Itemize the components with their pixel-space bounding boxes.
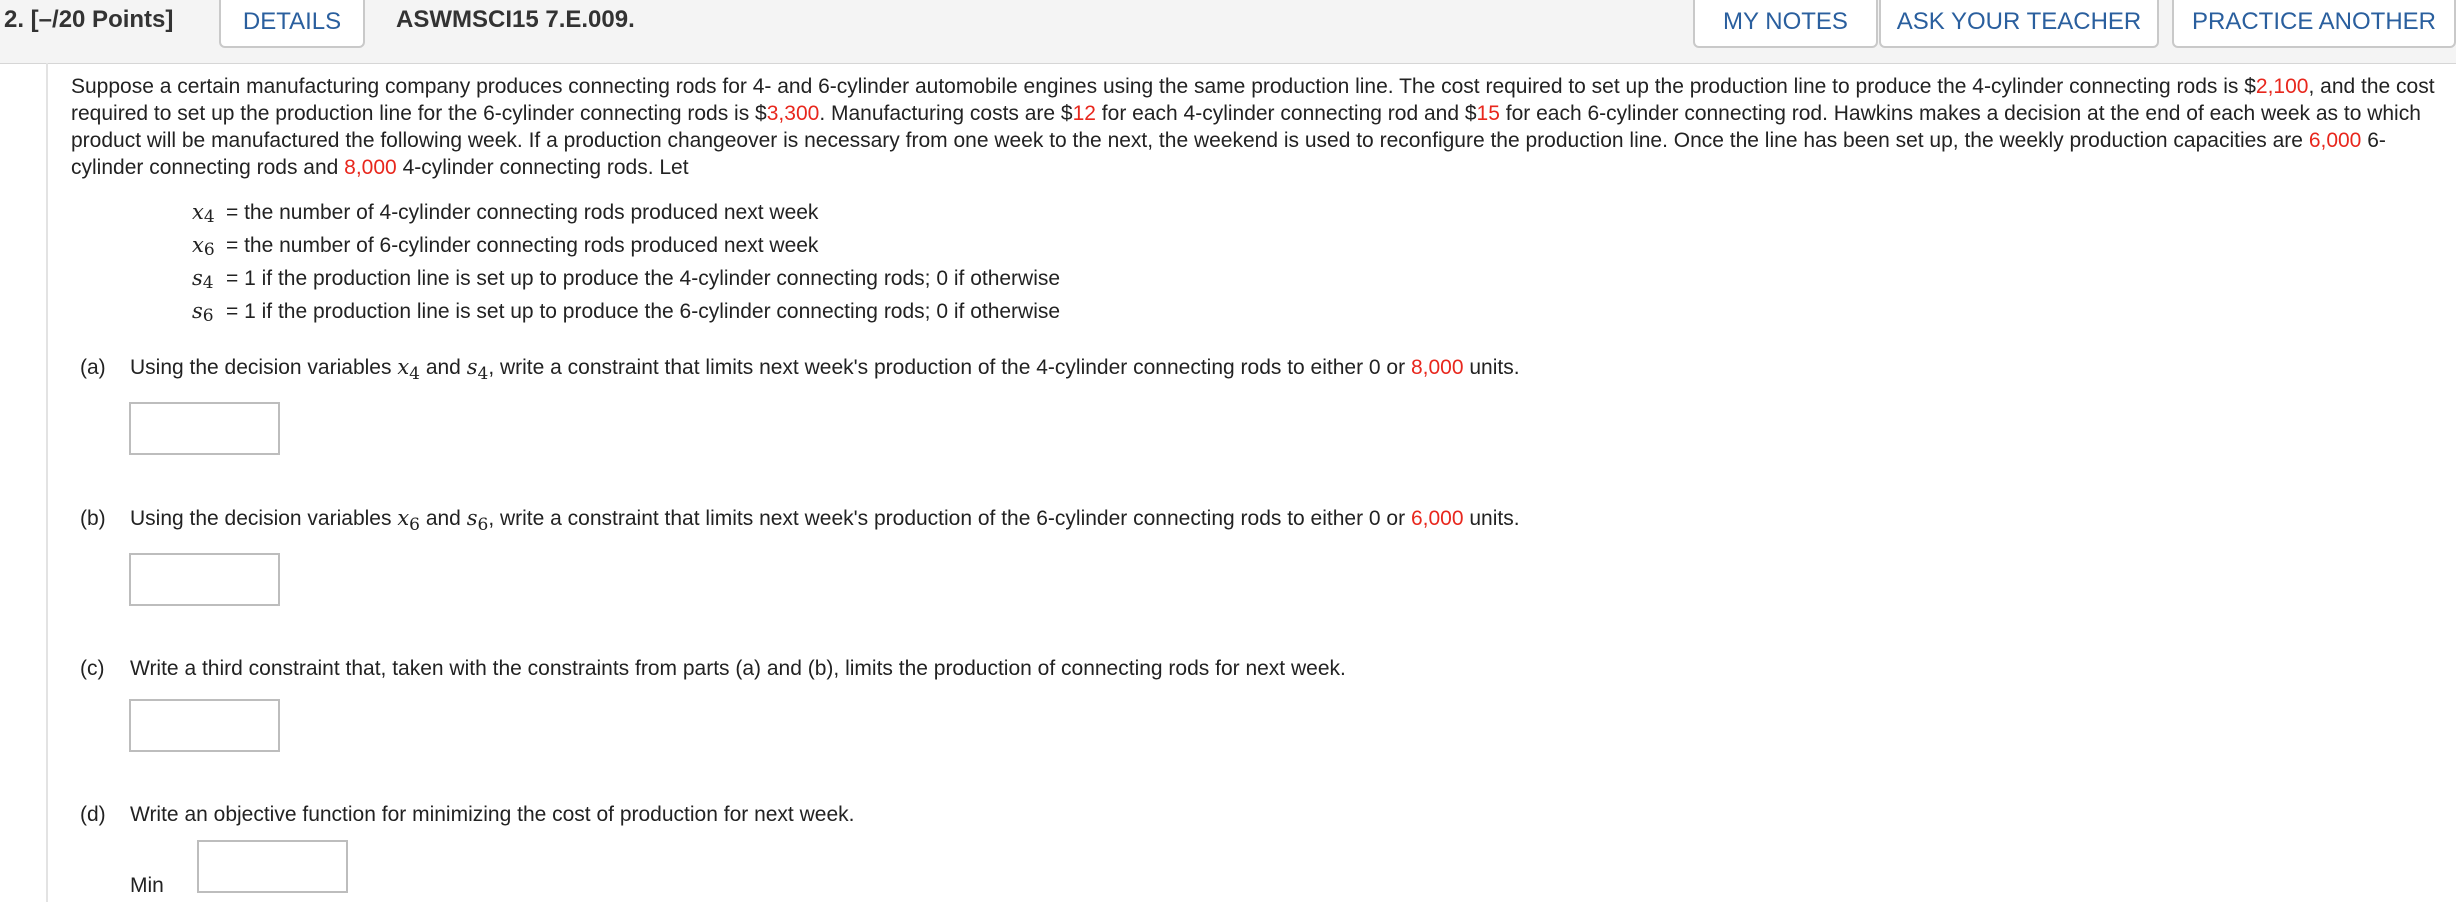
definition-variable: $s_4$: [192, 266, 214, 293]
definition-variable: $x_6$: [192, 233, 215, 260]
capacity-6: 6,000: [2308, 129, 2362, 152]
left-margin-rule: [46, 63, 48, 902]
part-d-prompt: (d) Write an objective function for minimizing the cost of production for next week.: [80, 803, 855, 826]
variable-s4: $s_4$: [466, 355, 489, 385]
capacity-4: 8,000: [344, 156, 397, 179]
ask-your-teacher-button[interactable]: ASK YOUR TEACHER: [1879, 0, 2159, 48]
question-number: 2. [–/20 Points]: [4, 6, 174, 33]
part-c-letter: (c): [80, 657, 105, 680]
part-d-letter: (d): [80, 803, 106, 826]
part-a-letter: (a): [80, 356, 106, 379]
definition-text: = the number of 4-cylinder connecting rods produced next week: [226, 201, 819, 224]
my-notes-button[interactable]: MY NOTES: [1693, 0, 1878, 48]
definition-variable: $x_4$: [192, 200, 215, 227]
part-c-answer-input[interactable]: [129, 699, 280, 752]
definition-text: = 1 if the production line is set up to produce the 6-cylinder connecting rods; 0 if otherwise: [226, 300, 1061, 323]
part-b-letter: (b): [80, 507, 106, 530]
variable-x4: $x_4$: [397, 355, 420, 385]
unit-cost-6: 15: [1476, 102, 1500, 125]
setup-cost-6: 3,300: [766, 102, 820, 125]
definition-text: = the number of 6-cylinder connecting rods produced next week: [226, 234, 819, 257]
details-button[interactable]: DETAILS: [219, 0, 365, 48]
part-d-objective-input[interactable]: [197, 840, 348, 893]
setup-cost-4: 2,100: [2255, 75, 2309, 98]
part-a-capacity: 8,000: [1410, 356, 1464, 379]
part-a-prompt: (a) Using the decision variables $x_4$ and $s_4$, write a constraint that limits next week's production of the 4-cylinder connecting rods to either 0 or 8,000 units.: [80, 355, 1520, 385]
unit-cost-4: 12: [1072, 102, 1096, 125]
practice-another-button[interactable]: PRACTICE ANOTHER: [2172, 0, 2456, 48]
part-b-answer-input[interactable]: [129, 553, 280, 606]
definition-variable: $s_6$: [192, 299, 214, 326]
question-header: [0, 0, 2456, 64]
problem-statement: Suppose a certain manufacturing company produces connecting rods for 4- and 6-cylinder automobile engines using the same production line. The cost required to set up the production line to produce the 4-cylinder connecting rods is $2,100, and the cost required to set up the production line for the 6-cylinder connecting rods is $3,300. Manufacturing costs are $12 for each 4-cylinder connecting rod and $15 for each 6-cylinder connecting rod. Hawkins makes a decision at the end of each week as to which product will be manufactured the following week. If a production changeover is necessary from one week to the next, the weekend is used to reconfigure the production line. Once the line has been set up, the weekly production capacities are 6,000 6-cylinder connecting rods and 8,000 4-cylinder connecting rods. Let: [71, 75, 2435, 179]
assignment-code: ASWMSCI15 7.E.009.: [396, 6, 635, 33]
part-c-prompt: (c) Write a third constraint that, taken with the constraints from parts (a) and (b), limits the production of connecting rods for next week.: [80, 657, 1346, 680]
part-a-answer-input[interactable]: [129, 402, 280, 455]
part-b-prompt: (b) Using the decision variables $x_6$ and $s_6$, write a constraint that limits next week's production of the 6-cylinder connecting rods to either 0 or 6,000 units.: [80, 506, 1520, 536]
min-label: Min: [130, 874, 164, 897]
definition-text: = 1 if the production line is set up to produce the 4-cylinder connecting rods; 0 if otherwise: [226, 267, 1061, 290]
variable-s6: $s_6$: [466, 506, 489, 536]
part-b-capacity: 6,000: [1410, 507, 1464, 530]
variable-x6: $x_6$: [397, 506, 420, 536]
